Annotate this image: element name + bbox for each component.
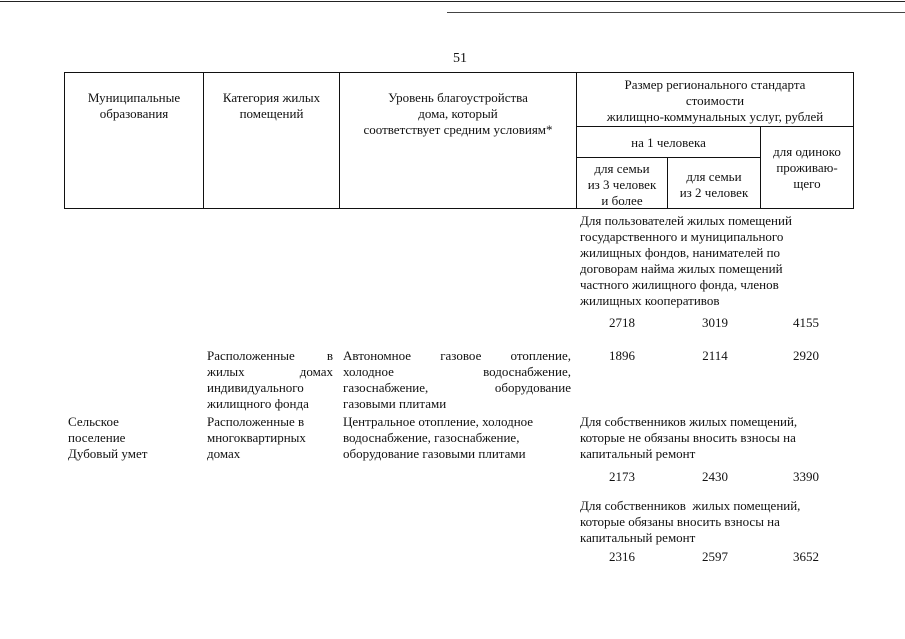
header-single-l2: проживаю-	[776, 160, 838, 175]
header-per-person	[576, 126, 761, 158]
block2-value-single: 3390	[793, 469, 819, 484]
level-line: газовыми плитами	[343, 396, 447, 411]
level-line: холодное водоснабжение,	[343, 364, 571, 379]
block1-line: жилищных кооперативов	[580, 293, 720, 308]
category-line: жилищного фонда	[207, 396, 309, 411]
top-right-rule	[447, 12, 905, 13]
block2-line: которые не обязаны вносить взносы на	[580, 430, 796, 445]
header-family2-l2: из 2 человек	[679, 185, 749, 200]
category-line: индивидуального	[207, 380, 304, 395]
block2-line: капитальный ремонт	[580, 446, 696, 461]
municipality-line: Дубовый умет	[68, 446, 148, 461]
row-individual-value-single: 2920	[793, 348, 819, 363]
level-line: водоснабжение, газоснабжение,	[343, 430, 520, 445]
header-family3-l3: и более	[601, 193, 643, 208]
block1-line: государственного и муниципального	[580, 229, 784, 244]
category-line: Расположенные в	[207, 414, 305, 429]
block1-line: жилищных фондов, нанимателей по	[580, 245, 781, 260]
level-line: газоснабжение, оборудование	[343, 380, 571, 395]
header-per-person-text: на 1 человека	[631, 135, 706, 150]
header-level	[339, 72, 577, 209]
header-size-line3: жилищно-коммунальных услуг, рублей	[606, 109, 824, 124]
block3-line: которые обязаны вносить взносы на	[580, 514, 780, 529]
category-line: многоквартирных	[207, 430, 306, 445]
block1-value-single: 4155	[793, 315, 819, 330]
municipality-line: поселение	[68, 430, 126, 445]
header-family3-l1: для семьи	[594, 161, 650, 176]
municipality-line: Сельское	[68, 414, 119, 429]
row-individual-level	[343, 348, 571, 412]
block1-line: частного жилищного фонда, членов	[580, 277, 779, 292]
header-single-l1: для одиноко	[773, 144, 841, 159]
header-single	[760, 126, 854, 209]
block3-value-family3: 2316	[609, 549, 635, 564]
category-line: жилых домах	[207, 364, 333, 379]
header-family3	[576, 157, 668, 209]
block2-value-family2: 2430	[702, 469, 728, 484]
header-category	[203, 72, 340, 209]
block3-value-single: 3652	[793, 549, 819, 564]
row-individual-value-family2: 2114	[702, 348, 728, 363]
header-municipality-text: Муниципальные образования	[87, 90, 181, 121]
block3-description	[580, 498, 850, 546]
block1-value-family2: 3019	[702, 315, 728, 330]
header-family2-l1: для семьи	[686, 169, 742, 184]
row-apartment-category	[207, 414, 333, 462]
municipality-name	[68, 414, 198, 462]
category-line: домах	[207, 446, 241, 461]
block3-line: капитальный ремонт	[580, 530, 696, 545]
block1-description	[580, 213, 850, 309]
header-size	[576, 72, 854, 127]
level-line: Центральное отопление, холодное	[343, 414, 534, 429]
block3-line: Для собственников жилых помещений,	[580, 498, 801, 513]
row-individual-category	[207, 348, 333, 412]
block1-value-family3: 2718	[609, 315, 635, 330]
header-size-line2: стоимости	[685, 93, 745, 108]
header-family2	[667, 157, 761, 209]
block2-description	[580, 414, 850, 462]
level-line: Автономное газовое отопление,	[343, 348, 571, 363]
block2-line: Для собственников жилых помещений,	[580, 414, 798, 429]
header-level-line1: Уровень благоустройства дома, который	[388, 90, 528, 121]
header-size-line1: Размер регионального стандарта	[624, 77, 806, 92]
category-line: Расположенные в	[207, 348, 333, 363]
level-line: оборудование газовыми плитами	[343, 446, 526, 461]
header-family3-l2: из 3 человек	[587, 177, 657, 192]
header-municipality	[64, 72, 204, 209]
page-number: 51	[453, 51, 467, 66]
header-category-text: Категория жилых помещений	[222, 90, 321, 121]
block3-value-family2: 2597	[702, 549, 728, 564]
header-level-line2: соответствует средним условиям*	[363, 122, 553, 137]
row-apartment-level	[343, 414, 571, 462]
block2-value-family3: 2173	[609, 469, 635, 484]
row-individual-value-family3: 1896	[609, 348, 635, 363]
header-single-l3: щего	[793, 176, 821, 191]
top-rule	[0, 1, 905, 2]
block1-line: договорам найма жилых помещений	[580, 261, 783, 276]
block1-line: Для пользователей жилых помещений	[580, 213, 792, 228]
